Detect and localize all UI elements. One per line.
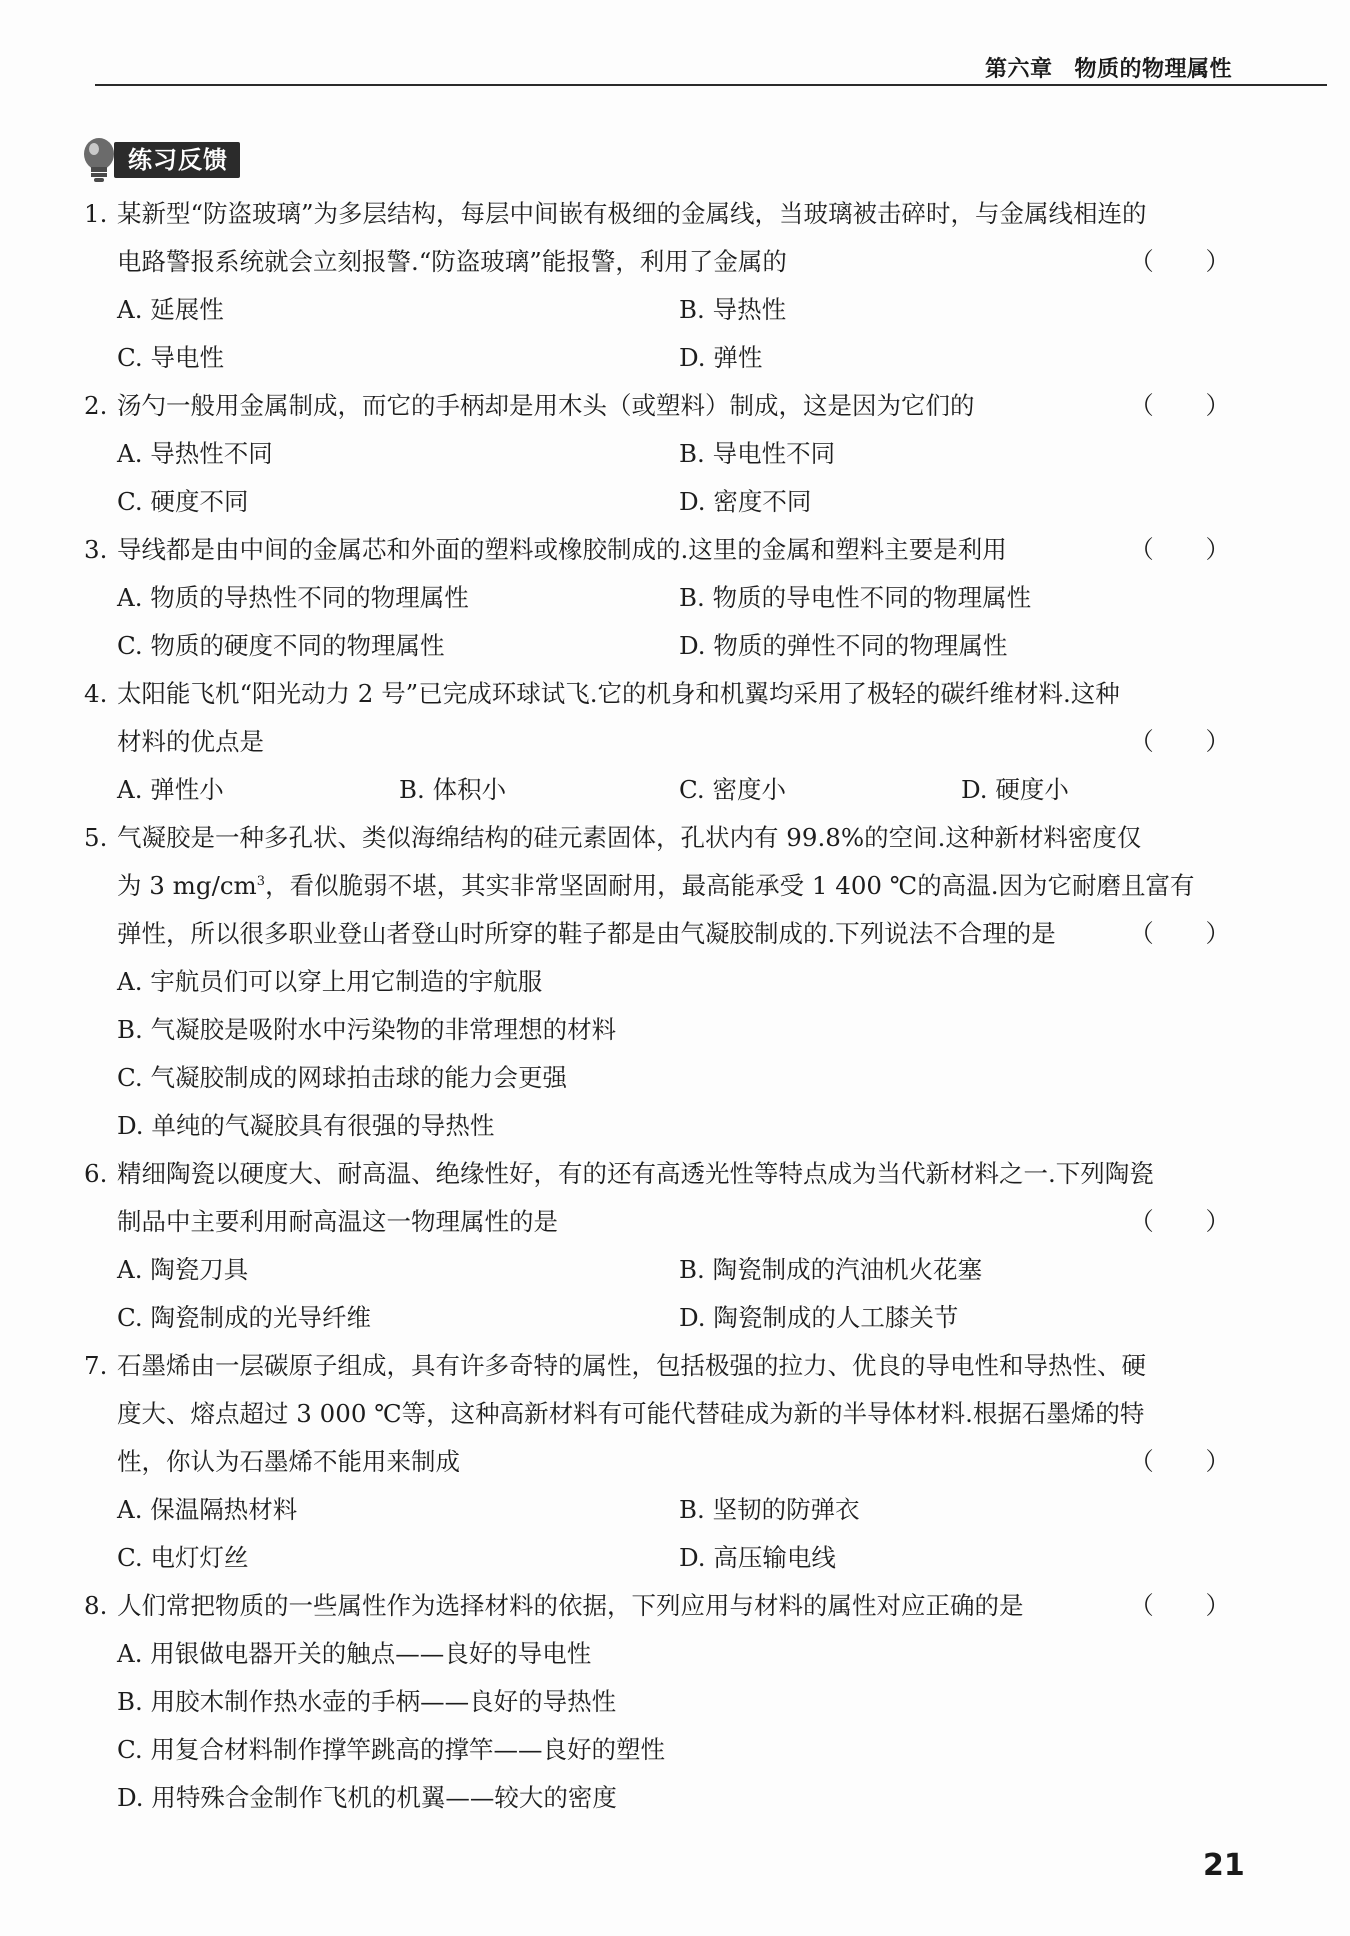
option-c: C. 气凝胶制成的网球拍击球的能力会更强 bbox=[117, 1063, 567, 1092]
question-4-line-2 bbox=[84, 718, 1252, 766]
question-text: 太阳能飞机“阳光动力 2 号”已完成环球试飞.它的机身和机翼均采用了极轻的碳纤维材料.这种 bbox=[117, 679, 1120, 708]
question-5-option-b bbox=[84, 1006, 1252, 1054]
answer-parentheses: （ ） bbox=[1129, 535, 1252, 564]
question-text: 弹性，所以很多职业登山者登山时所穿的鞋子都是由气凝胶制成的.下列说法不合理的是 bbox=[117, 919, 1056, 948]
answer-parentheses: （ ） bbox=[1129, 391, 1252, 420]
question-6-options-row-2 bbox=[84, 1294, 1252, 1342]
chapter-title: 物质的物理属性 bbox=[1074, 57, 1233, 82]
question-7-line-2 bbox=[84, 1390, 1252, 1438]
question-number: 8. bbox=[84, 1591, 108, 1620]
question-3-options-row-2 bbox=[84, 622, 1252, 670]
question-5-option-d bbox=[84, 1102, 1252, 1150]
option-a: A. 延展性 bbox=[117, 295, 224, 324]
question-number: 7. bbox=[84, 1351, 108, 1380]
header-rule bbox=[95, 84, 1327, 86]
answer-parentheses: （ ） bbox=[1129, 1447, 1252, 1476]
question-number: 5. bbox=[84, 823, 108, 852]
question-text: 某新型“防盗玻璃”为多层结构，每层中间嵌有极细的金属线，当玻璃被击碎时，与金属线相连的 bbox=[117, 199, 1147, 228]
question-text: 人们常把物质的一些属性作为选择材料的依据，下列应用与材料的属性对应正确的是 bbox=[117, 1591, 1024, 1620]
option-c: C. 陶瓷制成的光导纤维 bbox=[117, 1303, 371, 1332]
option-a: A. 宇航员们可以穿上用它制造的宇航服 bbox=[117, 967, 543, 996]
lightbulb-icon bbox=[78, 135, 120, 185]
question-2-options-row-1 bbox=[84, 430, 1252, 478]
option-d: D. 硬度小 bbox=[961, 775, 1069, 804]
option-b: B. 导电性不同 bbox=[679, 439, 836, 468]
question-number: 6. bbox=[84, 1159, 108, 1188]
question-text: 气凝胶是一种多孔状、类似海绵结构的硅元素固体，孔状内有 99.8%的空间.这种新材料密度仅 bbox=[117, 823, 1142, 852]
question-8-option-d bbox=[84, 1774, 1252, 1822]
question-8-line-1 bbox=[84, 1582, 1252, 1630]
question-6-line-2 bbox=[84, 1198, 1252, 1246]
question-text: 电路警报系统就会立刻报警.“防盗玻璃”能报警，利用了金属的 bbox=[117, 247, 787, 276]
option-b: B. 坚韧的防弹衣 bbox=[679, 1495, 860, 1524]
option-b: B. 陶瓷制成的汽油机火花塞 bbox=[679, 1255, 983, 1284]
question-number: 3. bbox=[84, 535, 108, 564]
question-7-options-row-2 bbox=[84, 1534, 1252, 1582]
question-6-options-row-1 bbox=[84, 1246, 1252, 1294]
question-3-options-row-1 bbox=[84, 574, 1252, 622]
question-8-option-a bbox=[84, 1630, 1252, 1678]
answer-parentheses: （ ） bbox=[1129, 727, 1252, 756]
question-4-options-row bbox=[84, 766, 1252, 814]
question-text: 度大、熔点超过 3 000 ℃等，这种高新材料有可能代替硅成为新的半导体材料.根据石墨烯的特 bbox=[117, 1399, 1145, 1428]
question-7-line-3 bbox=[84, 1438, 1252, 1486]
option-a: A. 物质的导热性不同的物理属性 bbox=[117, 583, 469, 612]
question-5-line-3 bbox=[84, 910, 1252, 958]
question-text: ，看似脆弱不堪，其实非常坚固耐用，最高能承受 1 400 ℃的高温.因为它耐磨且富有 bbox=[265, 871, 1195, 900]
option-a: A. 陶瓷刀具 bbox=[117, 1255, 249, 1284]
option-a: A. 用银做电器开关的触点——良好的导电性 bbox=[117, 1639, 592, 1668]
question-7-line-1 bbox=[84, 1342, 1252, 1390]
option-b: B. 用胶木制作热水壶的手柄——良好的导热性 bbox=[117, 1687, 617, 1716]
section-badge bbox=[78, 135, 240, 185]
question-text: 材料的优点是 bbox=[117, 727, 264, 756]
option-b: B. 物质的导电性不同的物理属性 bbox=[679, 583, 1032, 612]
question-6-line-1 bbox=[84, 1150, 1252, 1198]
question-text: 为 3 mg/cm bbox=[117, 871, 257, 900]
question-1-line-1 bbox=[84, 190, 1252, 238]
option-c: C. 用复合材料制作撑竿跳高的撑竿——良好的塑性 bbox=[117, 1735, 665, 1764]
question-2-options-row-2 bbox=[84, 478, 1252, 526]
question-3-line-1 bbox=[84, 526, 1252, 574]
option-d: D. 物质的弹性不同的物理属性 bbox=[679, 631, 1008, 660]
question-number: 2. bbox=[84, 391, 108, 420]
question-5-option-c bbox=[84, 1054, 1252, 1102]
option-a: A. 导热性不同 bbox=[117, 439, 273, 468]
option-d: D. 陶瓷制成的人工膝关节 bbox=[679, 1303, 959, 1332]
chapter-header bbox=[985, 52, 1232, 83]
answer-parentheses: （ ） bbox=[1129, 1207, 1252, 1236]
option-d: D. 单纯的气凝胶具有很强的导热性 bbox=[117, 1111, 495, 1140]
option-c: C. 硬度不同 bbox=[117, 487, 249, 516]
option-c: C. 密度小 bbox=[679, 775, 786, 804]
option-d: D. 用特殊合金制作飞机的机翼——较大的密度 bbox=[117, 1783, 617, 1812]
chapter-number: 第六章 bbox=[985, 57, 1053, 82]
option-c: C. 物质的硬度不同的物理属性 bbox=[117, 631, 445, 660]
option-c: C. 电灯灯丝 bbox=[117, 1543, 249, 1572]
option-b: B. 体积小 bbox=[399, 775, 507, 804]
question-8-option-b bbox=[84, 1678, 1252, 1726]
question-5-option-a bbox=[84, 958, 1252, 1006]
answer-parentheses: （ ） bbox=[1129, 247, 1252, 276]
option-d: D. 密度不同 bbox=[679, 487, 812, 516]
option-d: D. 高压输电线 bbox=[679, 1543, 836, 1572]
option-c: C. 导电性 bbox=[117, 343, 224, 372]
question-text: 精细陶瓷以硬度大、耐高温、绝缘性好，有的还有高透光性等特点成为当代新材料之一.下列陶瓷 bbox=[117, 1159, 1154, 1188]
question-text: 性，你认为石墨烯不能用来制成 bbox=[117, 1447, 460, 1476]
question-text: 导线都是由中间的金属芯和外面的塑料或橡胶制成的.这里的金属和塑料主要是利用 bbox=[117, 535, 1007, 564]
question-7-options-row-1 bbox=[84, 1486, 1252, 1534]
question-text: 石墨烯由一层碳原子组成，具有许多奇特的属性，包括极强的拉力、优良的导电性和导热性、硬 bbox=[117, 1351, 1146, 1380]
answer-parentheses: （ ） bbox=[1129, 1591, 1252, 1620]
question-4-line-1 bbox=[84, 670, 1252, 718]
superscript: 3 bbox=[256, 873, 266, 889]
question-2-line-1 bbox=[84, 382, 1252, 430]
option-b: B. 气凝胶是吸附水中污染物的非常理想的材料 bbox=[117, 1015, 617, 1044]
question-1-options-row-1 bbox=[84, 286, 1252, 334]
section-title: 练习反馈 bbox=[114, 142, 240, 178]
option-a: A. 弹性小 bbox=[117, 775, 224, 804]
question-number: 4. bbox=[84, 679, 108, 708]
option-b: B. 导热性 bbox=[679, 295, 787, 324]
question-5-line-2 bbox=[84, 862, 1252, 910]
question-text: 汤勺一般用金属制成，而它的手柄却是用木头（或塑料）制成，这是因为它们的 bbox=[117, 391, 975, 420]
question-1-line-2 bbox=[84, 238, 1252, 286]
question-text: 制品中主要利用耐高温这一物理属性的是 bbox=[117, 1207, 558, 1236]
question-8-option-c bbox=[84, 1726, 1252, 1774]
page-number: 21 bbox=[1203, 1848, 1245, 1883]
question-1-options-row-2 bbox=[84, 334, 1252, 382]
answer-parentheses: （ ） bbox=[1129, 919, 1252, 948]
question-number: 1. bbox=[84, 199, 108, 228]
question-list bbox=[84, 190, 1252, 1822]
question-5-line-1 bbox=[84, 814, 1252, 862]
option-d: D. 弹性 bbox=[679, 343, 763, 372]
option-a: A. 保温隔热材料 bbox=[117, 1495, 298, 1524]
